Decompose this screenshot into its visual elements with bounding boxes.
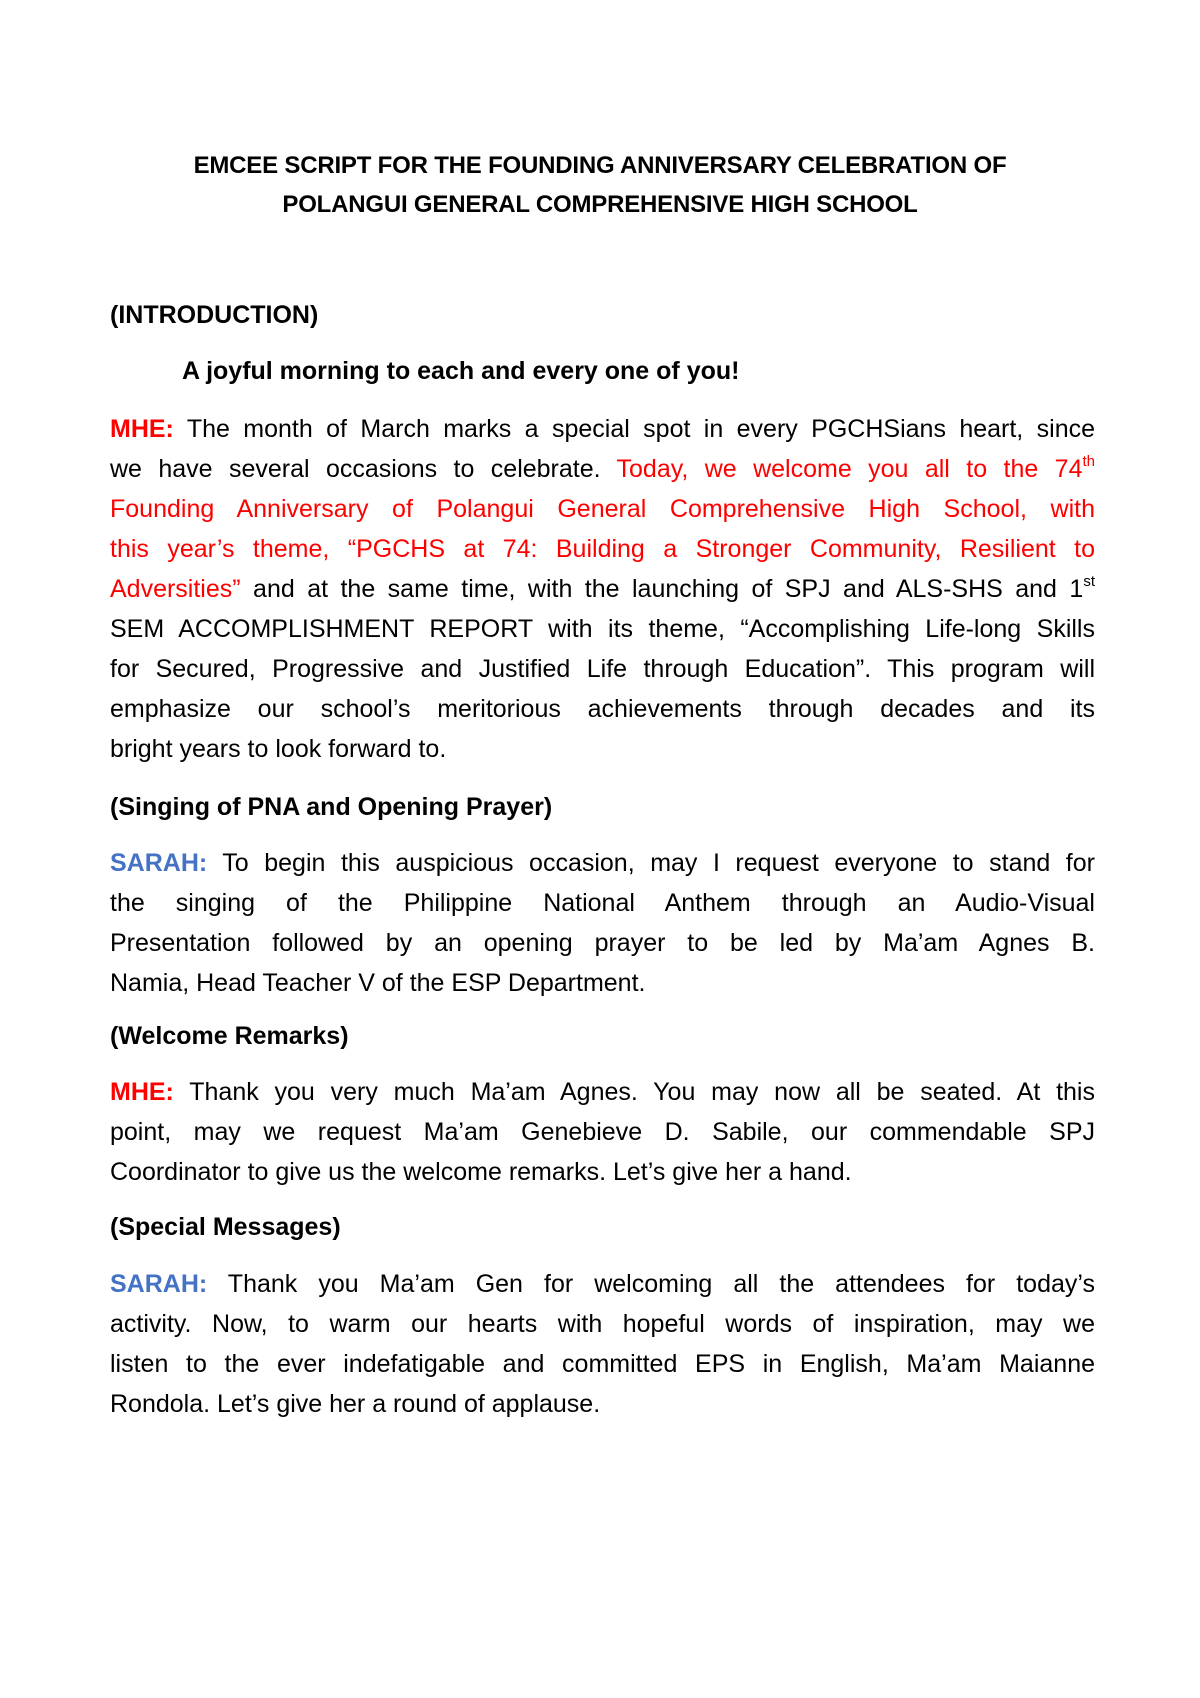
highlight-text: Adversities” bbox=[110, 575, 241, 603]
speaker-mhe: MHE: bbox=[110, 1078, 174, 1106]
paragraph-line: Rondola. Let’s give her a round of applause. bbox=[110, 1390, 601, 1418]
speaker-sarah: SARAH: bbox=[110, 849, 208, 877]
highlight-line: this year’s theme, “PGCHS at 74: Building a Stronger Community, Resilient to bbox=[110, 535, 1095, 563]
paragraph-line: point, may we request Ma’am Genebieve D. Sabile, our commendable SPJ bbox=[110, 1118, 1095, 1146]
paragraph-line: Coordinator to give us the welcome remarks. Let’s give her a hand. bbox=[110, 1158, 852, 1186]
paragraph-line: for Secured, Progressive and Justified Life through Education”. This program will bbox=[110, 655, 1095, 683]
paragraph-line: Presentation followed by an opening prayer to be led by Ma’am Agnes B. bbox=[110, 929, 1095, 957]
paragraph-line bbox=[110, 409, 1095, 449]
heading-pna: (Singing of PNA and Opening Prayer) bbox=[110, 793, 553, 821]
special-paragraph bbox=[110, 1264, 1095, 1424]
heading-introduction: (INTRODUCTION) bbox=[110, 301, 319, 329]
text-span: Today, we welcome you all to the 74 bbox=[616, 455, 1083, 483]
speaker-mhe: MHE: bbox=[110, 415, 174, 443]
welcome-paragraph bbox=[110, 1072, 1095, 1192]
text-span: To begin this auspicious occasion, may I request everyone to stand for bbox=[207, 849, 1095, 877]
paragraph-line bbox=[110, 1264, 1095, 1304]
paragraph-line bbox=[110, 569, 1095, 609]
paragraph-line bbox=[110, 843, 1095, 883]
paragraph-line bbox=[110, 449, 1095, 489]
superscript: th bbox=[1082, 452, 1095, 470]
title-line-1: EMCEE SCRIPT FOR THE FOUNDING ANNIVERSARY CELEBRATION OF bbox=[193, 152, 1007, 179]
text-span: Thank you very much Ma’am Agnes. You may now all be seated. At this bbox=[173, 1078, 1095, 1106]
paragraph-line: bright years to look forward to. bbox=[110, 735, 447, 763]
greeting-line: A joyful morning to each and every one of you! bbox=[182, 357, 740, 385]
paragraph-line: SEM ACCOMPLISHMENT REPORT with its theme, “Accomplishing Life-long Skills bbox=[110, 615, 1095, 643]
heading-special: (Special Messages) bbox=[110, 1213, 341, 1241]
text-span: Thank you Ma’am Gen for welcoming all the attendees for today’s bbox=[207, 1270, 1095, 1298]
paragraph-line: activity. Now, to warm our hearts with hopeful words of inspiration, may we bbox=[110, 1310, 1095, 1338]
pna-paragraph bbox=[110, 843, 1095, 1003]
text-span: The month of March marks a special spot in every PGCHSians heart, since bbox=[173, 415, 1095, 443]
paragraph-line bbox=[110, 1072, 1095, 1112]
title-line-2: POLANGUI GENERAL COMPREHENSIVE HIGH SCHOOL bbox=[282, 191, 918, 218]
paragraph-line: Namia, Head Teacher V of the ESP Department. bbox=[110, 969, 646, 997]
text-span: we have several occasions to celebrate. bbox=[110, 455, 617, 483]
heading-welcome: (Welcome Remarks) bbox=[110, 1022, 349, 1050]
paragraph-line: emphasize our school’s meritorious achievements through decades and its bbox=[110, 695, 1095, 723]
introduction-paragraph bbox=[110, 409, 1095, 769]
highlight-text bbox=[616, 452, 1095, 483]
text-span: and at the same time, with the launching of SPJ and ALS-SHS and 1 bbox=[240, 575, 1084, 603]
highlight-line: Founding Anniversary of Polangui General Comprehensive High School, with bbox=[110, 495, 1095, 523]
paragraph-line: listen to the ever indefatigable and committed EPS in English, Ma’am Maianne bbox=[110, 1350, 1095, 1378]
paragraph-line: the singing of the Philippine National Anthem through an Audio-Visual bbox=[110, 889, 1095, 917]
speaker-sarah: SARAH: bbox=[110, 1270, 208, 1298]
superscript: st bbox=[1083, 572, 1095, 590]
